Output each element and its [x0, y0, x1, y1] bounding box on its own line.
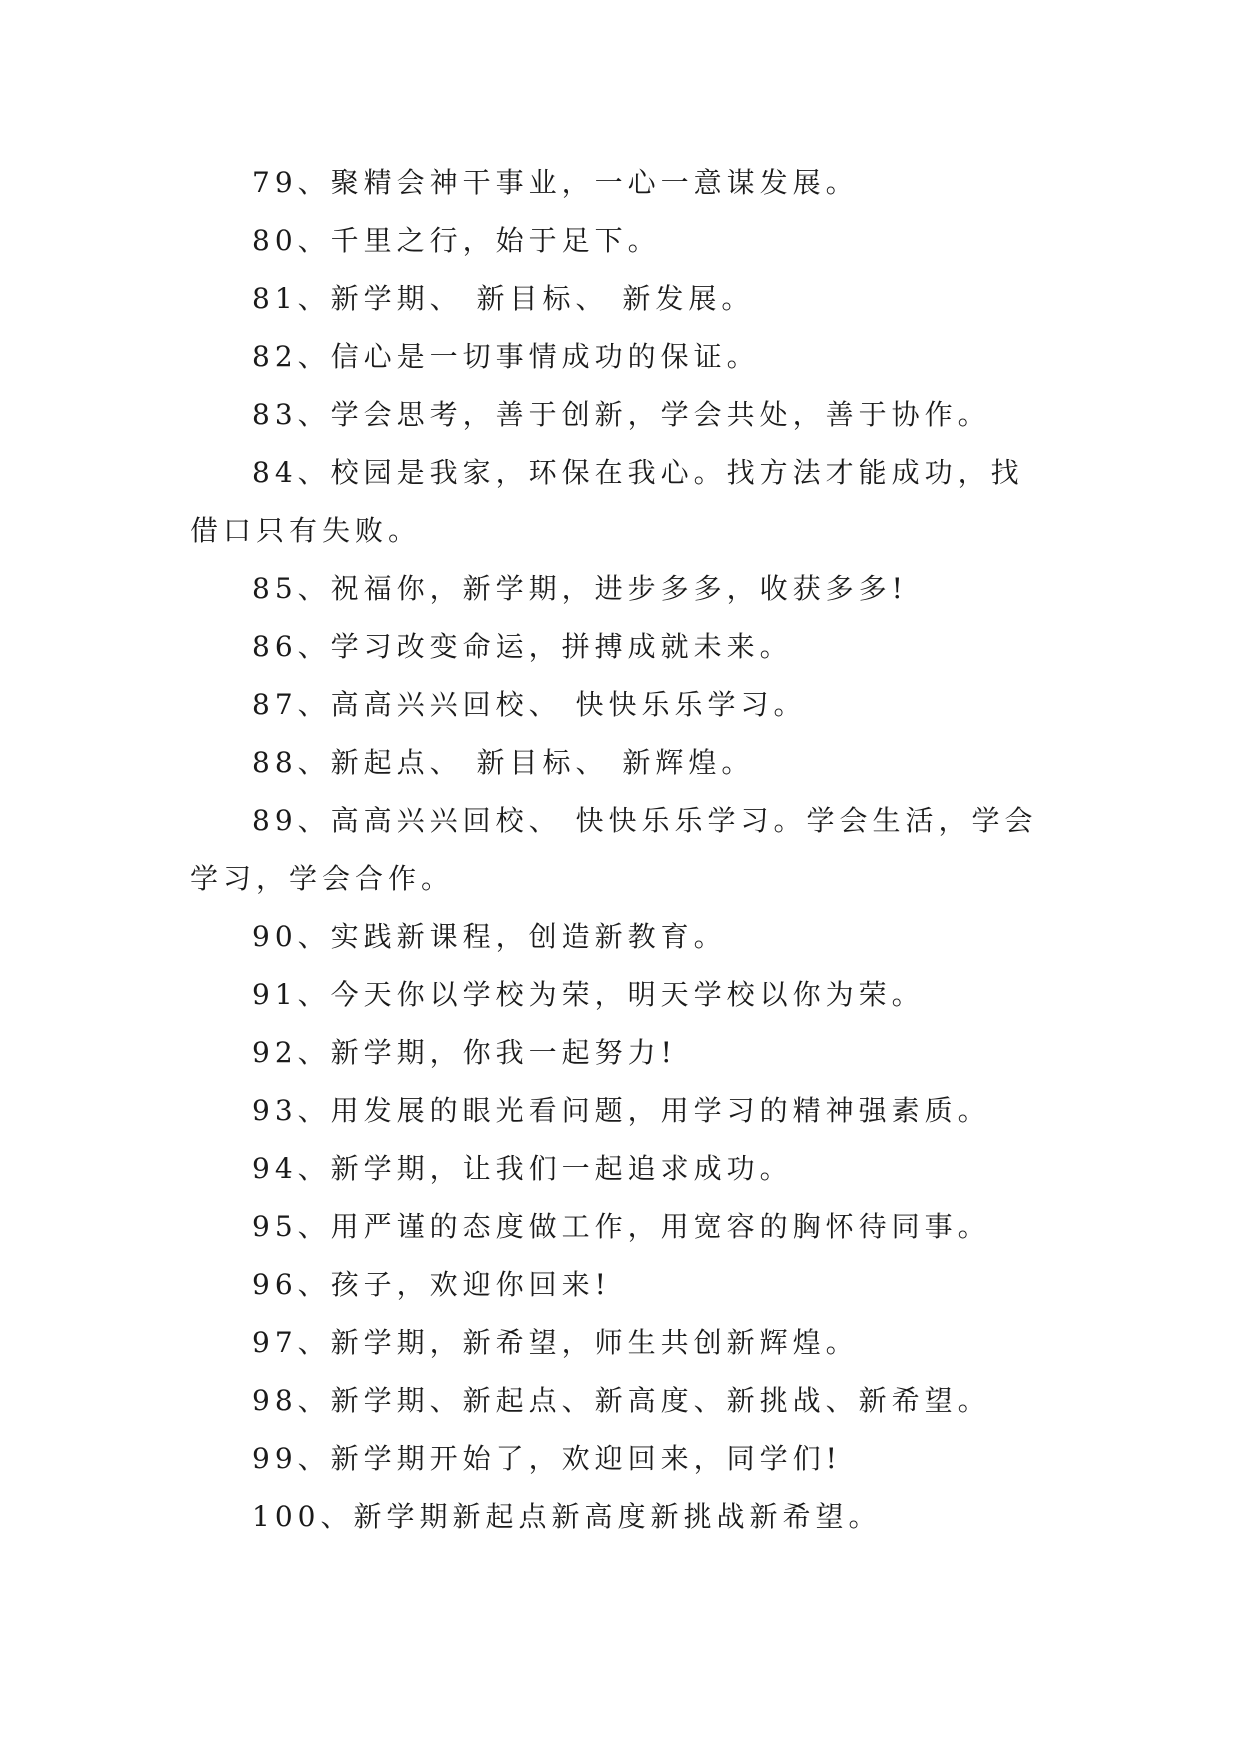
slogan-paragraph: 84、校园是我家，环保在我心。找方法才能成功，找借口只有失败。 — [190, 456, 1024, 547]
slogan-paragraph: 88、新起点、 新目标、 新辉煌。 — [252, 746, 755, 779]
slogan-paragraph: 96、孩子，欢迎你回来! — [252, 1268, 611, 1301]
slogan-paragraph: 93、用发展的眼光看问题，用学习的精神强素质。 — [252, 1094, 991, 1127]
slogan-paragraph: 92、新学期，你我一起努力! — [252, 1036, 677, 1069]
slogan-paragraph: 94、新学期，让我们一起追求成功。 — [252, 1152, 793, 1185]
slogan-paragraph: 85、祝福你，新学期，进步多多，收获多多! — [252, 572, 908, 605]
slogan-paragraph: 83、学会思考，善于创新，学会共处，善于协作。 — [252, 398, 991, 431]
slogan-paragraph: 91、今天你以学校为荣，明天学校以你为荣。 — [252, 978, 925, 1011]
slogan-paragraph: 82、信心是一切事情成功的保证。 — [252, 340, 760, 373]
slogan-paragraph: 89、高高兴兴回校、 快快乐乐学习。学会生活，学会学习，学会合作。 — [190, 804, 1038, 895]
document-body — [190, 154, 1052, 1546]
slogan-paragraph: 95、用严谨的态度做工作，用宽容的胸怀待同事。 — [252, 1210, 991, 1243]
slogan-paragraph: 100、新学期新起点新高度新挑战新希望。 — [252, 1500, 882, 1533]
slogan-paragraph: 81、新学期、 新目标、 新发展。 — [252, 282, 755, 315]
slogan-paragraph: 98、新学期、新起点、新高度、新挑战、新希望。 — [252, 1384, 991, 1417]
slogan-paragraph: 90、实践新课程，创造新教育。 — [252, 920, 727, 953]
slogan-paragraph: 79、聚精会神干事业，一心一意谋发展。 — [252, 166, 859, 199]
slogan-paragraph: 97、新学期，新希望，师生共创新辉煌。 — [252, 1326, 859, 1359]
slogan-paragraph: 87、高高兴兴回校、 快快乐乐学习。 — [252, 688, 807, 721]
slogan-paragraph: 86、学习改变命运，拼搏成就未来。 — [252, 630, 793, 663]
slogan-paragraph: 80、千里之行，始于足下。 — [252, 224, 661, 257]
slogan-paragraph: 99、新学期开始了，欢迎回来，同学们! — [252, 1442, 842, 1475]
